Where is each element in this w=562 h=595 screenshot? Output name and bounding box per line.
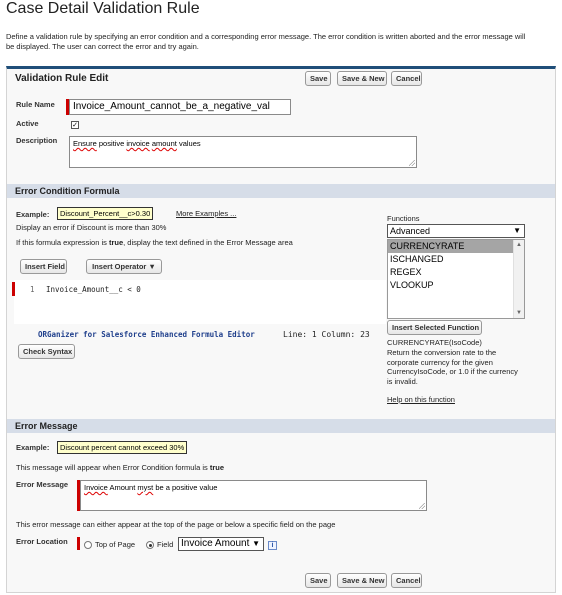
- description-textarea[interactable]: [69, 136, 417, 168]
- top-of-page-label: Top of Page: [95, 540, 136, 549]
- help-on-function-link[interactable]: Help on this function: [387, 395, 455, 404]
- editor-cursor-status: Line: 1 Column: 23: [283, 330, 370, 339]
- function-item[interactable]: ISCHANGED: [390, 254, 444, 264]
- field-select-value: Invoice Amount: [181, 538, 250, 549]
- formula-example-value: Discount_Percent__c>0.30: [57, 207, 153, 220]
- panel-title: Validation Rule Edit: [15, 73, 109, 84]
- formula-required-indicator: [12, 282, 15, 296]
- function-description: Return the conversion rate to the corporate currency for the given CurrencyIsoCode, or 1.0 if the currency is invalid.: [387, 348, 518, 386]
- formula-display-line: Display an error if Discount is more than 30%: [16, 223, 167, 232]
- editor-brand: ORGanizer for Salesforce Enhanced Formula Editor: [38, 330, 255, 339]
- error-location-label: Error Location: [16, 537, 68, 546]
- rule-name-label: Rule Name: [16, 100, 55, 109]
- formula-if-line: [16, 238, 293, 247]
- cancel-button-top[interactable]: Cancel: [391, 71, 422, 86]
- insert-field-button[interactable]: Insert Field: [20, 259, 67, 274]
- description-label: Description: [16, 136, 58, 145]
- page-intro: Define a validation rule by specifying an error condition and a corresponding error message. The error condition is written aborted and the error message will be displayed. The user can correct the error and try again.: [6, 32, 526, 51]
- location-note: This error message can either appear at the top of the page or below a specific field on the page: [16, 520, 336, 529]
- formula-example-label: Example:: [16, 210, 50, 219]
- active-label: Active: [16, 119, 39, 128]
- chevron-down-icon: ▼: [148, 262, 156, 271]
- message-word-2: Amount: [109, 483, 136, 492]
- appear-bold: true: [209, 463, 225, 472]
- save-button-top[interactable]: Save: [305, 71, 331, 86]
- save-new-button-bottom[interactable]: Save & New: [337, 573, 387, 588]
- message-appear-note: [16, 463, 224, 472]
- functions-category-select[interactable]: [387, 224, 525, 238]
- resize-grip-icon[interactable]: [409, 160, 415, 166]
- page-title: Case Detail Validation Rule: [6, 0, 200, 17]
- save-new-button-top[interactable]: Save & New: [337, 71, 387, 86]
- chevron-down-icon: ▼: [252, 539, 260, 548]
- if-line-post: , display the text defined in the Error Message area: [123, 238, 293, 247]
- functions-listbox[interactable]: [387, 239, 525, 319]
- insert-operator-label: Insert Operator: [92, 262, 147, 271]
- field-option-label: Field: [157, 540, 174, 549]
- editor-line-number: 1: [30, 285, 35, 294]
- insert-operator-button[interactable]: [86, 259, 162, 274]
- field-radio[interactable]: [146, 541, 154, 549]
- active-checkbox[interactable]: ✓: [72, 122, 78, 129]
- appear-pre: This message will appear when Error Condition formula is: [16, 463, 210, 472]
- function-item[interactable]: VLOOKUP: [390, 280, 434, 290]
- message-word-1: Invoice: [84, 483, 108, 492]
- function-item[interactable]: REGEX: [390, 267, 422, 277]
- cancel-button-bottom[interactable]: Cancel: [391, 573, 422, 588]
- resize-grip-icon[interactable]: [419, 503, 425, 509]
- rule-name-input[interactable]: Invoice_Amount_cannot_be_a_negative_val: [69, 99, 291, 115]
- function-item[interactable]: CURRENCYRATE: [388, 240, 524, 253]
- info-icon[interactable]: i: [268, 541, 277, 550]
- listbox-scrollbar[interactable]: [513, 240, 524, 318]
- save-button-bottom[interactable]: Save: [305, 573, 331, 588]
- functions-category-value: Advanced: [390, 226, 431, 236]
- description-word-2: positive: [96, 139, 127, 148]
- description-word-3: invoice: [126, 139, 150, 148]
- functions-label: Functions: [387, 214, 420, 223]
- description-word-1: Ensure: [73, 139, 97, 148]
- formula-code[interactable]: Invoice_Amount__c < 0: [46, 285, 141, 294]
- location-required-indicator: [77, 537, 80, 550]
- insert-selected-function-button[interactable]: Insert Selected Function: [387, 320, 482, 335]
- field-select[interactable]: [178, 537, 264, 551]
- more-examples-link[interactable]: More Examples ...: [176, 209, 237, 218]
- message-example-value: Discount percent cannot exceed 30%: [57, 441, 187, 454]
- description-word-5: values: [176, 139, 201, 148]
- description-word-4: amount: [151, 139, 177, 148]
- scroll-down-icon[interactable]: ▼: [516, 310, 522, 316]
- if-line-bold: true: [108, 238, 124, 247]
- error-message-label: Error Message: [16, 480, 69, 489]
- error-message-textarea[interactable]: [80, 480, 427, 511]
- error-message-section-header: Error Message: [7, 419, 555, 433]
- function-signature: CURRENCYRATE(IsoCode): [387, 338, 482, 347]
- message-word-4: be a positive value: [153, 483, 218, 492]
- if-line-pre: If this formula expression is: [16, 238, 109, 247]
- message-example-label: Example:: [16, 443, 50, 452]
- message-word-3: myst: [137, 483, 154, 492]
- error-condition-section-header: Error Condition Formula: [7, 184, 555, 198]
- check-syntax-button[interactable]: Check Syntax: [18, 344, 75, 359]
- top-of-page-radio[interactable]: [84, 541, 92, 549]
- chevron-down-icon: ▼: [513, 226, 521, 235]
- scroll-up-icon[interactable]: ▲: [516, 242, 522, 248]
